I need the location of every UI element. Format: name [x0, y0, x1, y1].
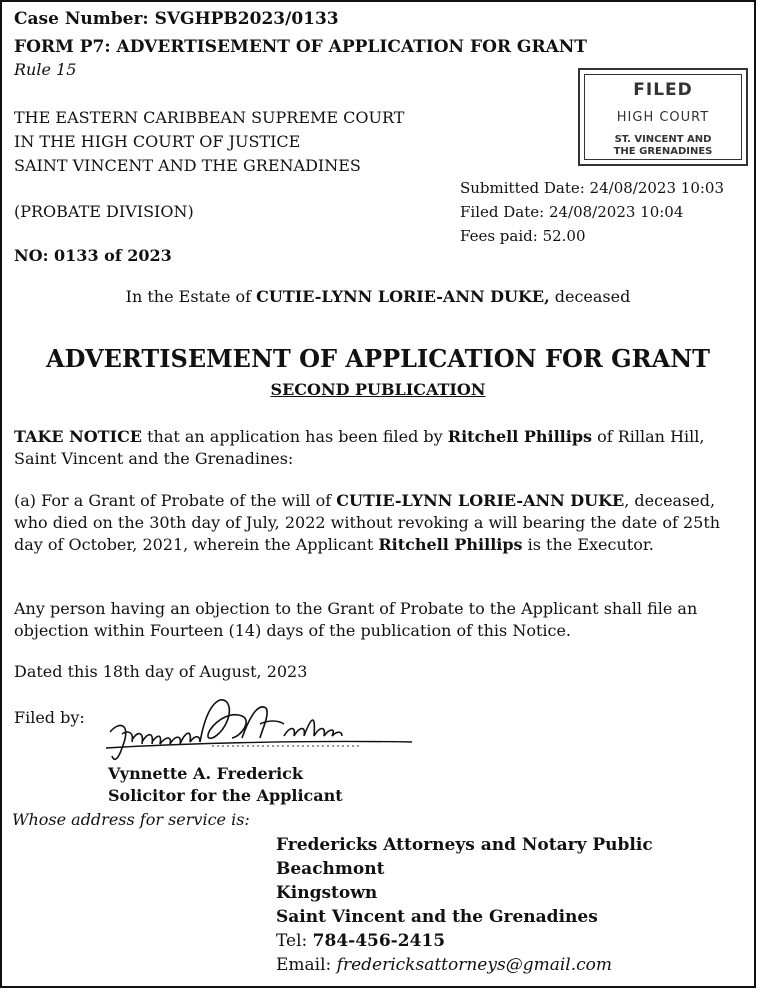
- court-division: (PROBATE DIVISION): [14, 202, 194, 221]
- filed-date: Filed Date: 24/08/2023 10:04: [460, 203, 684, 221]
- case-number: Case Number: SVGHPB2023/0133: [14, 9, 339, 29]
- estate-prefix: In the Estate of: [125, 287, 257, 306]
- address-line-1: Beachmont: [276, 859, 385, 879]
- objection-paragraph: Any person having an objection to the Grant of Probate to the Applicant shall file an objection within Fourteen (14) days of the publication of this Notice.: [14, 599, 698, 640]
- estate-line: [2, 287, 754, 306]
- firm-name: Fredericks Attorneys and Notary Public: [276, 835, 653, 855]
- stamp-filed: FILED: [633, 80, 693, 100]
- estate-suffix: deceased: [549, 287, 631, 306]
- filed-stamp: [578, 68, 748, 166]
- email-address[interactable]: fredericksattorneys@gmail.com: [336, 955, 612, 975]
- grant-paragraph: [14, 490, 748, 556]
- sub-heading: SECOND PUBLICATION: [270, 380, 486, 399]
- deceased-name: CUTIE-LYNN LORIE-ANN DUKE,: [256, 287, 550, 306]
- submitted-date: Submitted Date: 24/08/2023 10:03: [460, 179, 725, 197]
- rule-reference: Rule 15: [14, 60, 77, 79]
- address-intro: Whose address for service is:: [12, 810, 250, 829]
- solicitor-role: Solicitor for the Applicant: [108, 786, 343, 805]
- solicitor-name: Vynnette A. Frederick: [108, 764, 303, 783]
- grant-deceased-name: CUTIE-LYNN LORIE-ANN DUKE: [336, 491, 625, 510]
- grant-text-3: is the Executor.: [522, 535, 654, 554]
- stamp-place: [580, 134, 746, 158]
- tel-number: 784-456-2415: [312, 931, 446, 951]
- telephone-line: [276, 930, 445, 952]
- court-line-3: SAINT VINCENT AND THE GRENADINES: [14, 156, 361, 175]
- stamp-place-line-1: ST. VINCENT AND: [614, 134, 712, 145]
- dated-line: Dated this 18th day of August, 2023: [14, 662, 308, 681]
- case-no: NO: 0133 of 2023: [14, 246, 172, 265]
- take-notice-paragraph: [14, 426, 748, 470]
- fees-paid: Fees paid: 52.00: [460, 227, 586, 245]
- court-line-1: THE EASTERN CARIBBEAN SUPREME COURT: [14, 108, 405, 127]
- main-heading: ADVERTISEMENT OF APPLICATION FOR GRANT: [45, 344, 711, 373]
- stamp-place-line-2: THE GRENADINES: [613, 146, 713, 157]
- notice-text-1: that an application has been filed by: [142, 427, 448, 446]
- email-label: Email:: [276, 955, 337, 975]
- filed-by-label: Filed by:: [14, 708, 85, 727]
- grant-text-1: (a) For a Grant of Probate of the will of: [14, 491, 337, 510]
- grant-applicant-name: Ritchell Phillips: [378, 535, 523, 554]
- court-line-2: IN THE HIGH COURT OF JUSTICE: [14, 132, 301, 151]
- email-line: [276, 954, 612, 976]
- address-line-2: Kingstown: [276, 883, 378, 903]
- stamp-court: HIGH COURT: [616, 110, 710, 125]
- address-line-3: Saint Vincent and the Grenadines: [276, 907, 598, 927]
- take-notice-label: TAKE NOTICE: [14, 427, 142, 446]
- applicant-name: Ritchell Phillips: [447, 427, 593, 446]
- form-title: FORM P7: ADVERTISEMENT OF APPLICATION FOR GRANT: [14, 37, 587, 57]
- handwritten-signature: [92, 690, 432, 770]
- tel-label: Tel:: [276, 931, 313, 951]
- grant-text-2: , deceased, who died on the 30th day of July, 2022 without revoking a will bearing the date of 25th day of October, 2021, wherein the Applicant: [14, 491, 721, 554]
- notice-text-2: of Rillan Hill, Saint Vincent and the Grenadines:: [14, 427, 705, 468]
